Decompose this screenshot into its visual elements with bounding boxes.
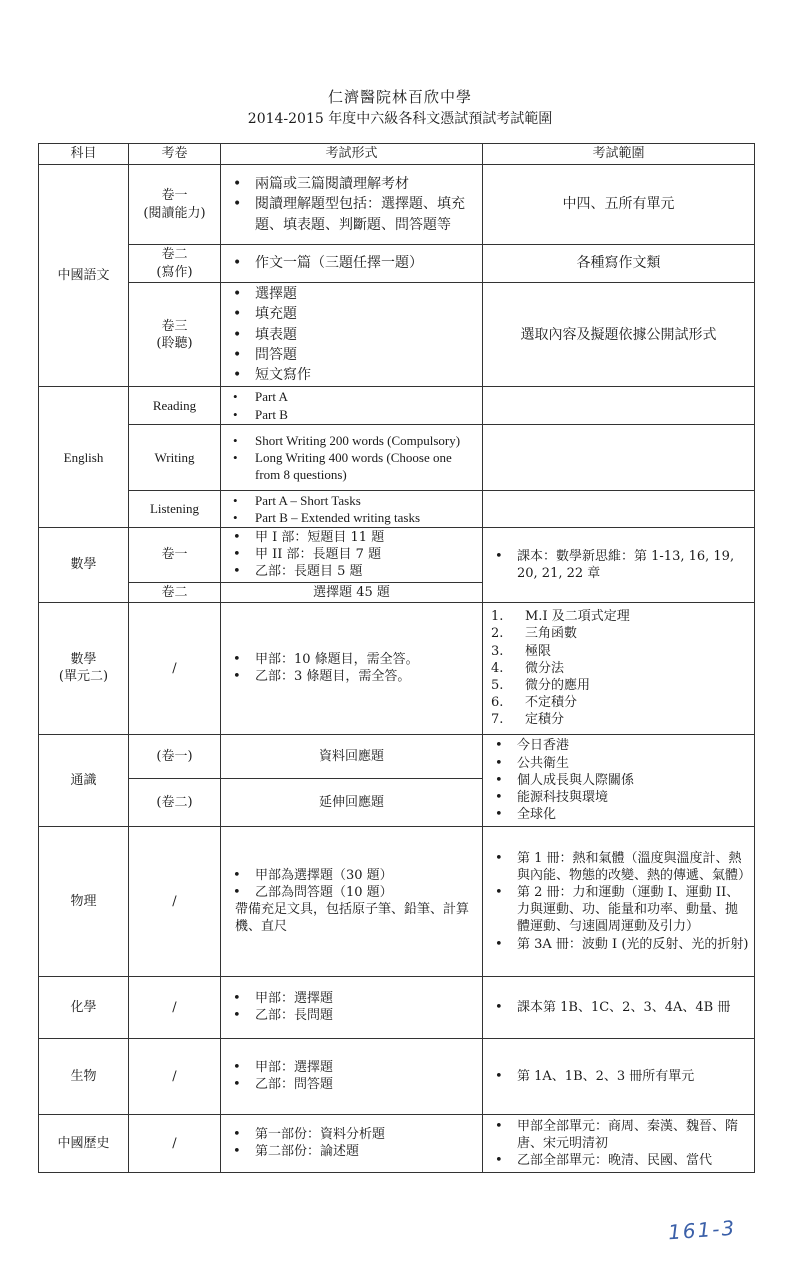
list-item: • 第二部份：論述題 [255,1143,478,1160]
subject-subtitle: (單元二) [58,669,109,685]
paper-name: 卷二 [161,247,188,263]
scope-cell [483,602,755,734]
paper-name: / [129,826,221,976]
table-row [39,734,755,778]
list-item: 7. 定積分 [491,712,565,728]
format-cell [221,602,483,734]
column-header-paper: 考卷 [129,144,221,165]
format-cell [221,165,483,245]
paper-name: / [129,976,221,1038]
list-item: • 乙部：長題目 5 題 [255,563,478,580]
list-item: • 第 3A 冊：波動 I (光的反射、光的折射) [517,936,750,953]
list-item: • 甲 II 部：長題目 7 題 [255,546,478,563]
table-row [39,424,755,490]
paper-writing: Writing [129,424,221,490]
paper-name: (卷二) [129,778,221,826]
table-row [39,826,755,976]
table-row [39,283,755,387]
format-cell: 選擇題 45 題 [221,582,483,602]
subject-english: English [39,387,129,528]
list-item: • 能源科技與環境 [517,789,750,806]
paper-name: 卷三 [161,318,188,334]
list-item: • Part A – Short Tasks [255,492,478,509]
format-cell: 延伸回應題 [221,778,483,826]
scope-cell [483,424,755,490]
subject-math: 數學 [39,528,129,603]
subject-m2 [39,602,129,734]
format-cell [221,283,483,387]
paper-cell [129,165,221,245]
scope-cell [483,490,755,527]
scope-cell [483,1114,755,1172]
column-header-scope: 考試範圍 [483,144,755,165]
paper-subtitle: (聆聽) [156,335,193,351]
column-header-subject: 科目 [39,144,129,165]
table-row [39,245,755,283]
paper-name: 卷一 [161,188,188,204]
format-cell: 資料回應題 [221,734,483,778]
paper-subtitle: (寫作) [156,264,193,280]
list-item: • 甲部全部單元：商周、秦漢、魏晉、隋唐、宋元明清初 [517,1118,750,1152]
format-cell [221,424,483,490]
scope-cell [483,734,755,826]
format-cell [221,826,483,976]
list-item: • 課本第 1B、1C、2、3、4A、4B 冊 [517,999,750,1016]
list-item: • Part A [255,388,478,405]
paper-cell [129,283,221,387]
subject-chinese: 中國語文 [39,165,129,387]
paper-cell [129,245,221,283]
handwritten-page-number: 161-3 [667,1215,737,1245]
table-row [39,528,755,582]
list-item: • 兩篇或三篇閱讀理解考材 [255,174,478,194]
list-item: • 乙部：問答題 [255,1076,478,1093]
list-item: • 第 2 冊：力和運動（運動 I、運動 II、力與運動、功、能量和功率、動量、拋體運動、勻速圓周運動及引力） [517,884,750,935]
table-row [39,387,755,424]
paper-name: / [129,1114,221,1172]
subject-chemistry: 化學 [39,976,129,1038]
list-item: 2. 三角函數 [491,626,578,642]
list-item: • 乙部全部單元：晚清、民國、當代 [517,1152,750,1169]
list-item: • 乙部：長問題 [255,1007,478,1024]
document-title: 2014-2015 年度中六級各科文憑試預試考試範圍 [247,111,553,127]
list-item: • 乙部為問答題（10 題） [255,884,478,901]
list-item: • Short Writing 200 words (Compulsory) [255,432,478,449]
list-item: • 全球化 [517,806,750,823]
scope-cell [483,387,755,424]
list-item: 5. 微分的應用 [491,677,591,693]
format-cell [221,387,483,424]
list-item: • Long Writing 400 words (Choose one from 8 questions) [255,449,478,483]
list-item: • 第 1 冊：熱和氣體（溫度與溫度計、熱與內能、物態的改變、熱的傳遞、氣體） [517,850,750,884]
scope-cell [483,528,755,603]
list-item: • 問答題 [255,345,478,365]
scope-cell [483,1038,755,1114]
list-item: • 短文寫作 [255,365,478,385]
format-note: 帶備充足文具，包括原子筆、鉛筆、計算機、直尺 [235,902,470,935]
list-item: • 第一部份：資料分析題 [255,1126,478,1143]
list-item: • 公共衛生 [517,755,750,772]
list-item: • Part B [255,406,478,423]
paper-name: (卷一) [129,734,221,778]
subject-physics: 物理 [39,826,129,976]
list-item: • 個人成長與人際關係 [517,772,750,789]
scope-cell: 選取內容及擬題依據公開試形式 [483,283,755,387]
list-item: • 甲部為選擇題（30 題） [255,867,478,884]
list-item: • 乙部：3 條題目，需全答。 [255,668,478,685]
scope-cell: 中四、五所有單元 [483,165,755,245]
list-item: • 填充題 [255,304,478,324]
list-item: 6. 不定積分 [491,694,578,710]
paper-name: 卷一 [129,528,221,582]
list-item: 3. 極限 [491,643,552,659]
table-row [39,490,755,527]
column-header-format: 考試形式 [221,144,483,165]
exam-scope-table [38,143,755,1173]
list-item: • 課本：數學新思維：第 1-13, 16, 19, 20, 21, 22 章 [517,548,750,582]
paper-name: 卷二 [129,582,221,602]
format-cell [221,1114,483,1172]
format-cell [221,1038,483,1114]
table-row [39,1114,755,1172]
table-row [39,976,755,1038]
paper-name: / [129,602,221,734]
paper-listening: Listening [129,490,221,527]
format-cell [221,490,483,527]
table-row [39,1038,755,1114]
paper-name: / [129,1038,221,1114]
scope-cell: 各種寫作文類 [483,245,755,283]
list-item: • 作文一篇（三題任擇一題） [255,253,478,273]
scope-cell [483,826,755,976]
school-name: 仁濟醫院林百欣中學 [327,88,472,106]
list-item: • 今日香港 [517,737,750,754]
subject-name: 數學 [70,652,97,668]
list-item: • 甲部：選擇題 [255,1059,478,1076]
list-item: • 第 1A、1B、2、3 冊所有單元 [517,1068,750,1085]
scope-cell [483,976,755,1038]
list-item: • Part B – Extended writing tasks [255,509,478,526]
format-cell [221,245,483,283]
list-item: 4. 微分法 [491,660,565,676]
list-item: • 甲 I 部：短題目 11 題 [255,529,478,546]
subject-biology: 生物 [39,1038,129,1114]
list-item: • 甲部：選擇題 [255,990,478,1007]
list-item: • 閱讀理解題型包括：選擇題、填充題、填表題、判斷題、問答題等 [255,194,478,235]
format-cell [221,976,483,1038]
subject-chinese-history: 中國歷史 [39,1114,129,1172]
list-item: 1. M.I 及二項式定理 [491,609,630,625]
format-cell [221,528,483,582]
paper-subtitle: (閱讀能力) [143,205,206,221]
list-item: • 甲部：10 條題目，需全答。 [255,651,478,668]
paper-reading: Reading [129,387,221,424]
table-header-row [39,144,755,165]
subject-ls: 通識 [39,734,129,826]
table-row [39,165,755,245]
table-row [39,602,755,734]
list-item: • 填表題 [255,325,478,345]
list-item: • 選擇題 [255,284,478,304]
